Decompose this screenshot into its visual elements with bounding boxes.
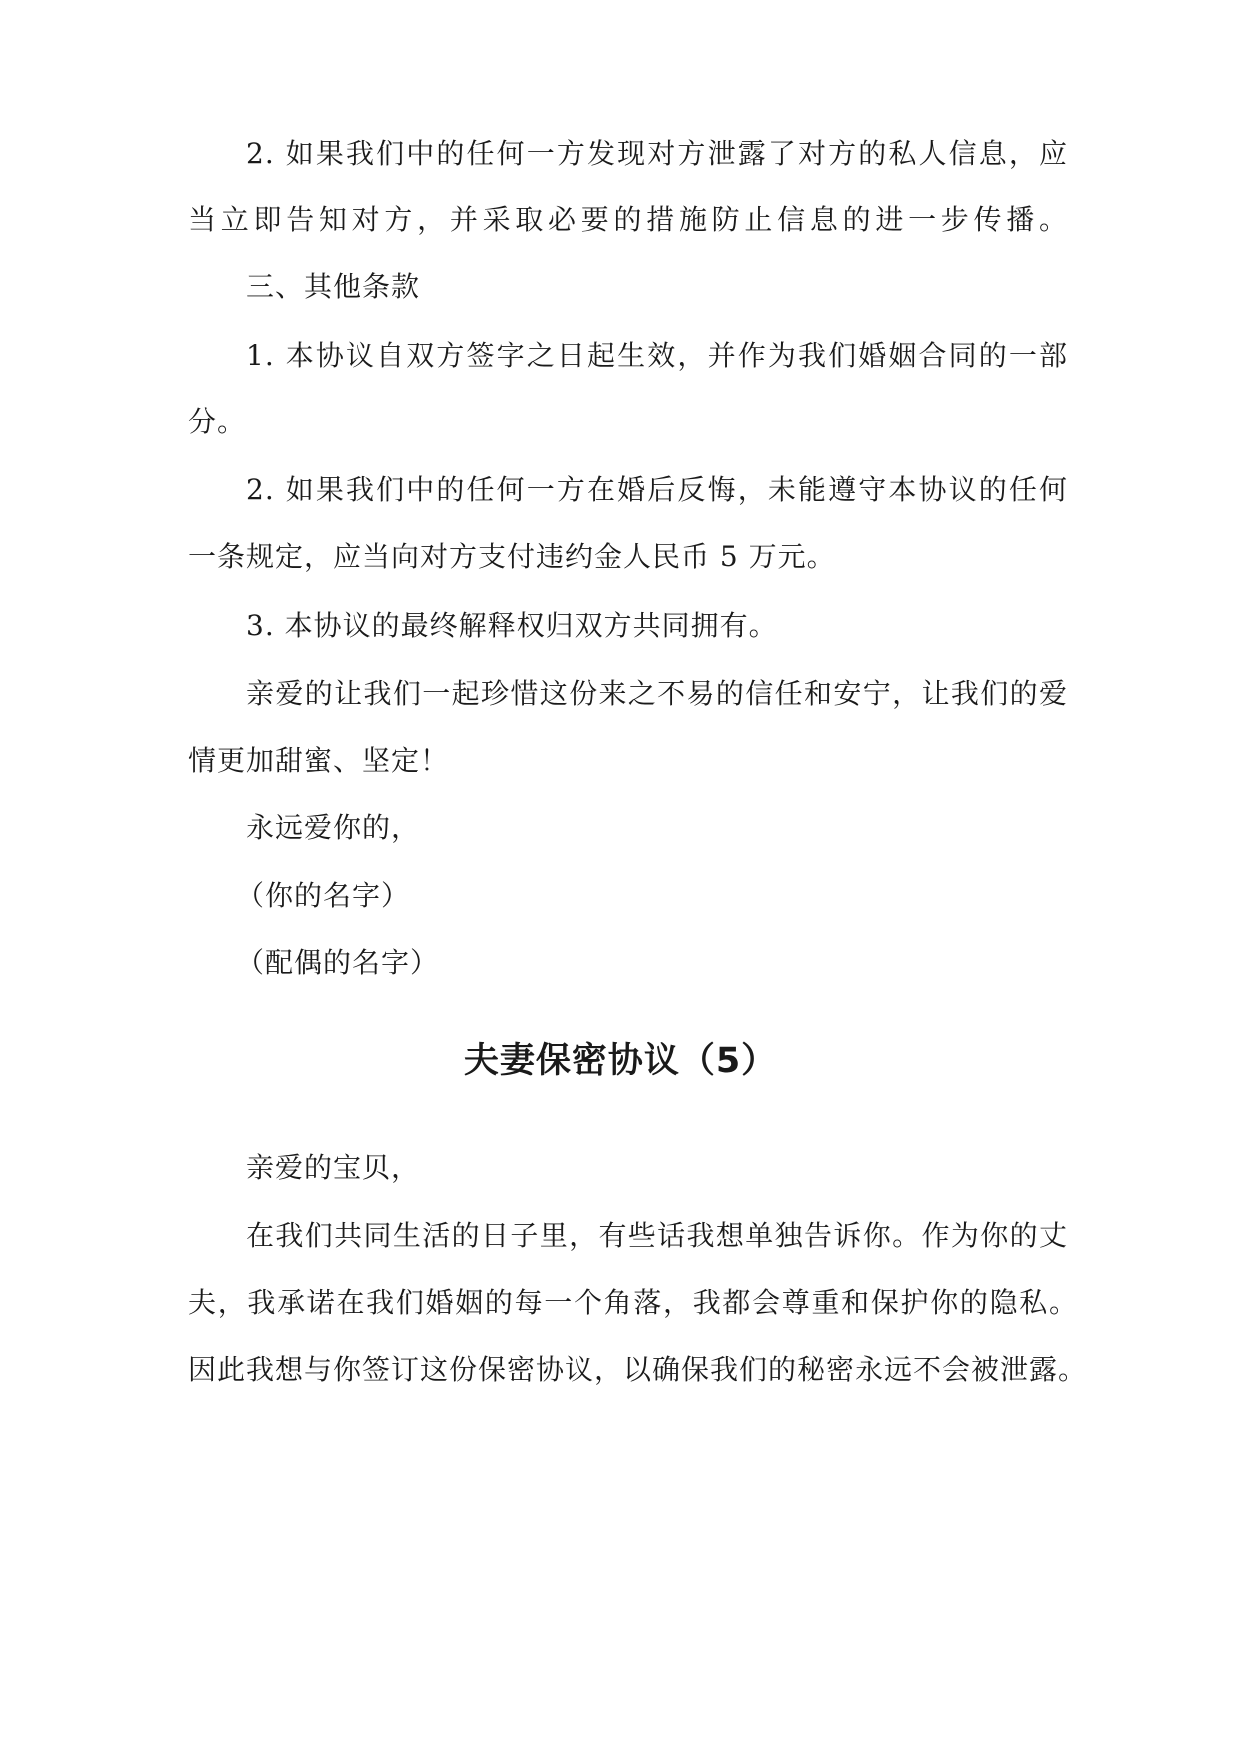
- intro-line-2: 夫，我承诺在我们婚姻的每一个角落，我都会尊重和保护你的隐私。: [188, 1286, 1078, 1319]
- clause-3-line: 3. 本协议的最终解释权归双方共同拥有。: [246, 609, 778, 642]
- intro-line-3: 因此我想与你签订这份保密协议，以确保我们的秘密永远不会被泄露。: [188, 1353, 1088, 1386]
- clause-1-line-2: 分。: [188, 405, 247, 438]
- closing-paragraph-line-1: 亲爱的让我们一起珍惜这份来之不易的信任和安宁，让我们的爱: [246, 677, 1068, 710]
- greeting: 亲爱的宝贝，: [246, 1151, 421, 1184]
- sign-off: 永远爱你的，: [246, 811, 421, 844]
- clause-2b-line-2: 一条规定，应当向对方支付违约金人民币 5 万元。: [188, 540, 836, 573]
- section-heading-other-terms: 三、其他条款: [246, 270, 421, 303]
- intro-line-1: 在我们共同生活的日子里，有些话我想单独告诉你。作为你的丈: [246, 1219, 1068, 1252]
- signature-spouse-name: （配偶的名字）: [236, 946, 440, 979]
- clause-2b-line-1: 2. 如果我们中的任何一方在婚后反悔，未能遵守本协议的任何: [246, 473, 1068, 506]
- clause-2-line-1: 2. 如果我们中的任何一方发现对方泄露了对方的私人信息，应: [246, 137, 1068, 170]
- clause-1-line-1: 1. 本协议自双方签字之日起生效，并作为我们婚姻合同的一部: [246, 339, 1068, 372]
- closing-paragraph-line-2: 情更加甜蜜、坚定！: [188, 744, 450, 777]
- signature-your-name: （你的名字）: [236, 879, 411, 912]
- clause-2-line-2: 当立即告知对方，并采取必要的措施防止信息的进一步传播。: [188, 203, 1068, 236]
- section-title: 夫妻保密协议（5）: [463, 1041, 778, 1081]
